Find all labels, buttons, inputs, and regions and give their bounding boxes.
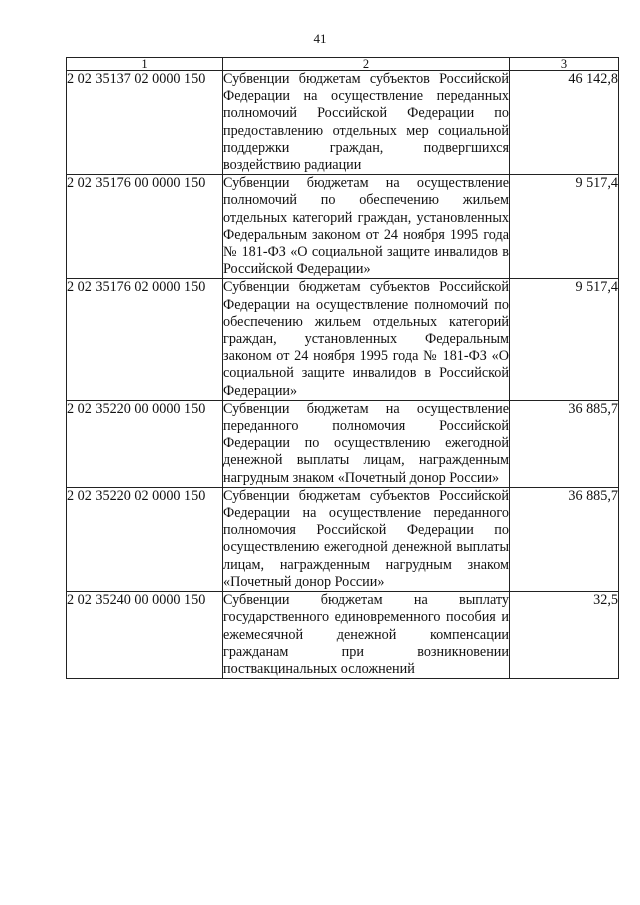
table-header-row: [67, 58, 619, 71]
revenue-name-cell: Субвенции бюджетам субъектов Российской Федерации на осуществление полномочий по обеспечению жильем отдельных категорий граждан, установленных Федеральным законом от 24 ноября 1995 года № 181-ФЗ «О социальной защите инвалидов в Российской Федерации»: [223, 279, 509, 399]
budget-code-cell: 2 02 35240 00 0000 150: [67, 592, 223, 679]
column-header-code: 1: [67, 58, 223, 71]
amount-cell: 9 517,4: [510, 279, 619, 400]
revenue-name-cell: Субвенции бюджетам субъектов Российской Федерации на осуществление переданных полномочий Российской Федерации по предоставлению отдельных мер социальной поддержки граждан, подвергшихся воздействию радиации: [223, 71, 509, 174]
revenue-name-cell: Субвенции бюджетам субъектов Российской Федерации на осуществление переданного полномочия Российской Федерации по осуществлению ежегодной денежной выплаты лицам, награжденным нагрудным знаком «Почетный донор России»: [223, 487, 509, 590]
revenue-name-cell: Субвенции бюджетам на выплату государственного единовременного пособия и ежемесячной денежной компенсации гражданам при возникновении поствакцинальных осложнений: [223, 592, 509, 677]
column-header-name: 2: [223, 58, 510, 71]
budget-code-cell: 2 02 35220 00 0000 150: [67, 400, 223, 487]
table-row: [67, 592, 619, 679]
amount-cell: 32,5: [510, 592, 619, 679]
revenue-name-cell: Субвенции бюджетам на осуществление переданного полномочия Российской Федерации по осуществлению ежегодной денежной выплаты лицам, награжденным нагрудным знаком «Почетный донор России»: [223, 400, 509, 486]
budget-code-cell: 2 02 35220 02 0000 150: [67, 487, 223, 591]
table-row: [67, 71, 619, 175]
table-row: [67, 400, 619, 487]
amount-cell: 36 885,7: [510, 400, 619, 487]
table-row: [67, 175, 619, 279]
revenue-name-cell: Субвенции бюджетам на осуществление полномочий по обеспечению жильем отдельных категорий граждан, установленных Федеральным законом от 24 ноября 1995 года № 181-ФЗ «О социальной защите инвалидов в Российской Федерации»: [223, 175, 509, 278]
amount-cell: 9 517,4: [510, 175, 619, 279]
table-row: [67, 487, 619, 591]
budget-code-cell: 2 02 35137 02 0000 150: [67, 71, 223, 175]
budget-code-cell: 2 02 35176 02 0000 150: [67, 279, 223, 400]
amount-cell: 46 142,8: [510, 71, 619, 175]
table-row: [67, 279, 619, 400]
amount-cell: 36 885,7: [510, 487, 619, 591]
page-number: 41: [313, 31, 327, 46]
budget-revenue-table: [66, 57, 619, 679]
column-header-amount: 3: [510, 58, 619, 71]
budget-code-cell: 2 02 35176 00 0000 150: [67, 175, 223, 279]
